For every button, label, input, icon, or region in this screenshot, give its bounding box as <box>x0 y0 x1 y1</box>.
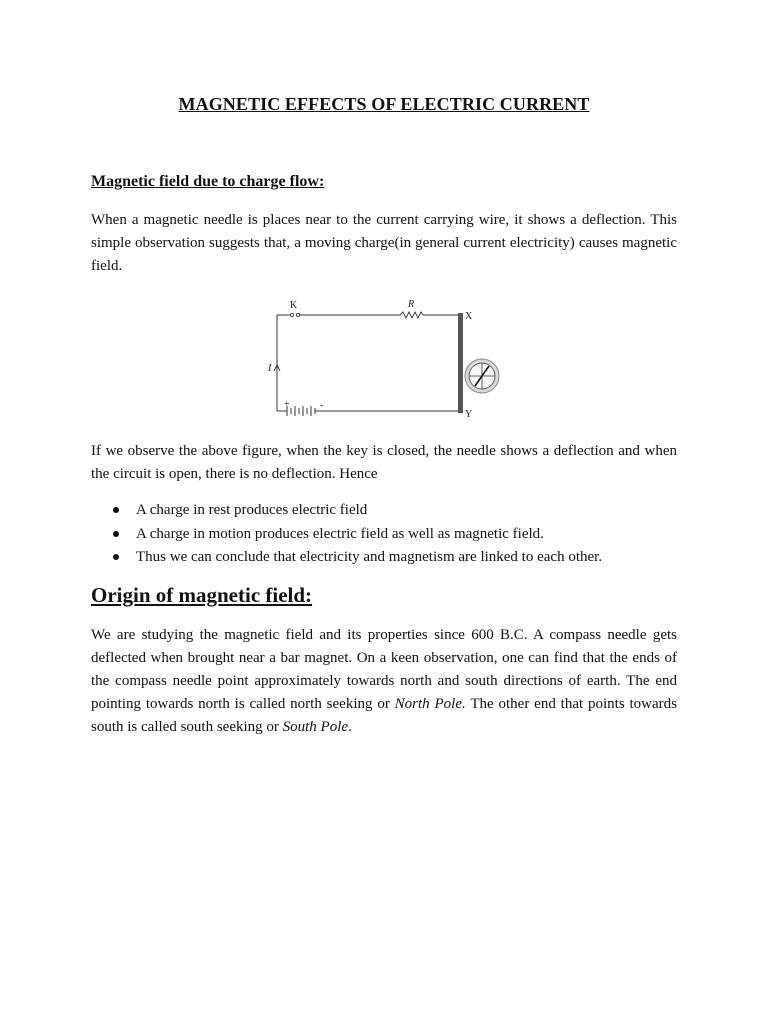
north-pole-term: North Pole. <box>394 696 466 712</box>
bullet-list <box>91 499 677 570</box>
paragraph-observation: If we observe the above figure, when the key is closed, the needle shows a deflection and when the circuit is open, there is no deflection. Hence <box>91 443 677 482</box>
label-key: K <box>290 300 298 311</box>
page-title: MAGNETIC EFFECTS OF ELECTRIC CURRENT <box>178 94 590 114</box>
compass-icon <box>465 359 499 393</box>
section-heading-origin: Origin of magnetic field: <box>91 583 313 607</box>
label-current: I <box>268 363 272 374</box>
label-minus: - <box>320 400 324 411</box>
bullet-icon <box>113 554 119 560</box>
conductor-xy <box>458 313 463 413</box>
key-terminal-right <box>296 313 299 316</box>
label-resistor: R <box>408 299 415 310</box>
bullet-icon <box>113 531 119 537</box>
list-item: Thus we can conclude that electricity and magnetism are linked to each other. <box>91 546 677 570</box>
key-terminal-left <box>290 313 293 316</box>
section-heading-charge-flow: Magnetic field due to charge flow: <box>91 173 325 190</box>
paragraph-origin: We are studying the magnetic field and its properties since 600 B.C. A compass needle gets deflected when brought near a bar magnet. On a keen observation, one can find that the ends of the compass needle point approximately towards north and south directions of earth. The end pointing towards north is called north seeking or North Pole. The other end that points towards south is called south seeking or South Pole. <box>91 627 677 735</box>
label-x: X <box>465 311 473 322</box>
bullet-icon <box>113 507 119 513</box>
south-pole-term: South Pole <box>282 719 349 735</box>
paragraph-intro: When a magnetic needle is places near to the current carrying wire, it shows a deflection. This simple observation suggests that, a moving charge(in general current electricity) causes magnetic field. <box>91 212 677 274</box>
label-plus: + <box>284 399 290 410</box>
list-item: A charge in rest produces electric field <box>91 499 677 523</box>
label-y: Y <box>465 409 473 420</box>
circuit-diagram <box>260 296 510 426</box>
list-item: A charge in motion produces electric field as well as magnetic field. <box>91 523 677 547</box>
resistor-symbol <box>400 312 423 318</box>
